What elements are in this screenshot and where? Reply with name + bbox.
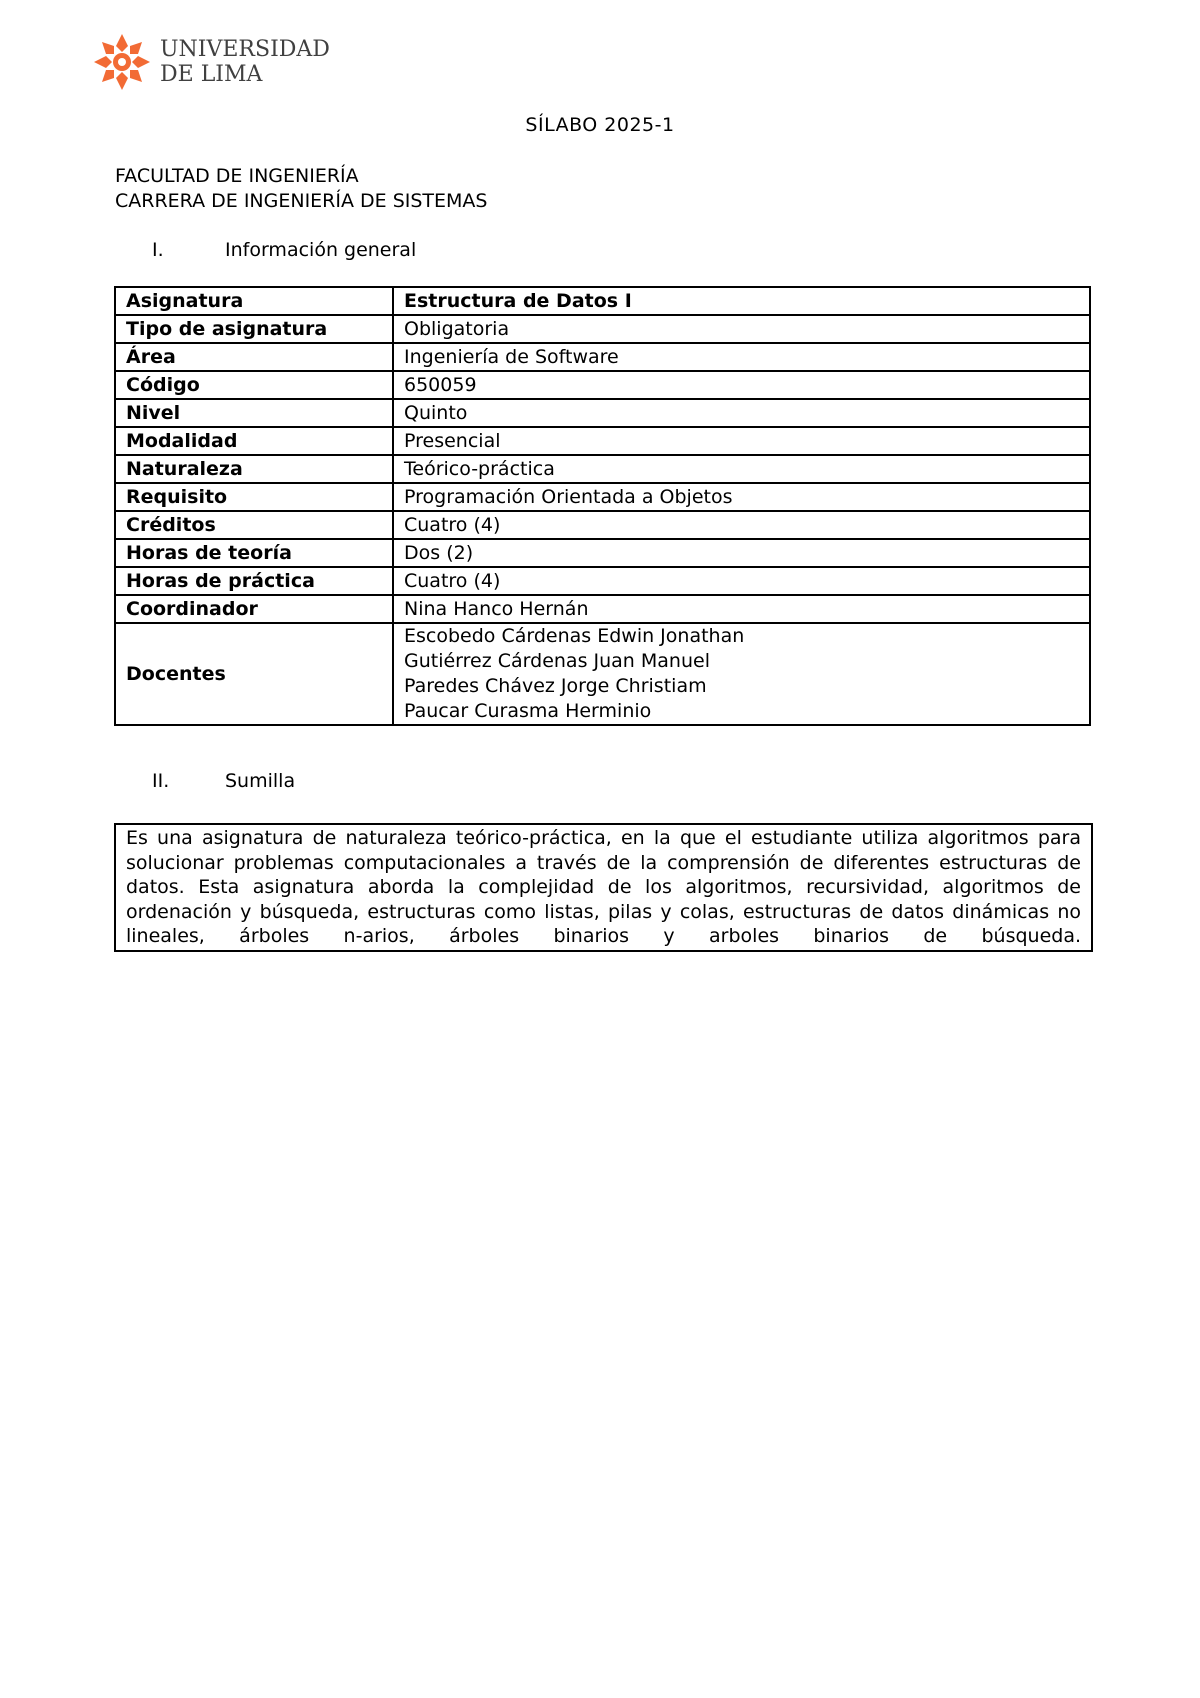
table-row (115, 539, 1090, 567)
table-row (115, 287, 1090, 315)
section-heading-summary (152, 770, 295, 792)
teachers-list (393, 623, 1090, 725)
table-row (115, 399, 1090, 427)
row-value: Programación Orientada a Objetos (393, 483, 1090, 511)
row-label: Naturaleza (115, 455, 393, 483)
row-label: Docentes (115, 623, 393, 725)
university-name-line1: UNIVERSIDAD (160, 37, 330, 62)
table-row (115, 483, 1090, 511)
row-value: Nina Hanco Hernán (393, 595, 1090, 623)
row-value: Cuatro (4) (393, 511, 1090, 539)
row-value: Quinto (393, 399, 1090, 427)
section-title: Sumilla (225, 770, 296, 792)
section-title: Información general (225, 239, 417, 261)
row-label: Código (115, 371, 393, 399)
row-label: Requisito (115, 483, 393, 511)
row-value: Teórico-práctica (393, 455, 1090, 483)
row-value: Cuatro (4) (393, 567, 1090, 595)
row-label: Área (115, 343, 393, 371)
row-label: Modalidad (115, 427, 393, 455)
row-value: Dos (2) (393, 539, 1090, 567)
section-number: II. (152, 770, 170, 792)
teacher-name: Escobedo Cárdenas Edwin Jonathan (404, 625, 745, 647)
row-label: Tipo de asignatura (115, 315, 393, 343)
row-label: Horas de práctica (115, 567, 393, 595)
row-value: Obligatoria (393, 315, 1090, 343)
table-row (115, 511, 1090, 539)
table-row (115, 595, 1090, 623)
row-label: Créditos (115, 511, 393, 539)
section-number: I. (152, 239, 164, 261)
row-label: Nivel (115, 399, 393, 427)
table-row (115, 315, 1090, 343)
university-name (160, 37, 330, 87)
summary-box: Es una asignatura de naturaleza teórico-práctica, en la que el estudiante utiliza algoritmos para solucionar problemas computacionales a través de la comprensión de diferentes estructuras de datos. Esta asignatura aborda la complejidad de los algoritmos, recursividad, algoritmos de ordenación y búsqueda, estructuras como listas, pilas y colas, estructuras de datos dinámicas no lineales, árboles n-arios, árboles binarios y arboles binarios de búsqueda. (114, 823, 1093, 952)
career-name: CARRERA DE INGENIERÍA DE SISTEMAS (115, 190, 488, 212)
teacher-name: Paredes Chávez Jorge Christiam (404, 675, 707, 697)
table-row (115, 371, 1090, 399)
row-label: Coordinador (115, 595, 393, 623)
table-row (115, 427, 1090, 455)
faculty-name: FACULTAD DE INGENIERÍA (115, 165, 359, 187)
general-info-table (114, 286, 1091, 726)
university-logo (92, 32, 330, 92)
row-value: Ingeniería de Software (393, 343, 1090, 371)
row-value: Estructura de Datos I (393, 287, 1090, 315)
table-row (115, 567, 1090, 595)
row-label: Asignatura (115, 287, 393, 315)
table-row (115, 343, 1090, 371)
table-row-teachers (115, 623, 1090, 725)
row-label: Horas de teoría (115, 539, 393, 567)
faculty-block (115, 164, 488, 214)
teacher-name: Paucar Curasma Herminio (404, 700, 652, 722)
row-value: Presencial (393, 427, 1090, 455)
university-name-line2: DE LIMA (160, 62, 263, 87)
section-heading-general-info (152, 239, 416, 261)
teacher-name: Gutiérrez Cárdenas Juan Manuel (404, 650, 710, 672)
row-value: 650059 (393, 371, 1090, 399)
document-title: SÍLABO 2025-1 (525, 114, 675, 136)
table-row (115, 455, 1090, 483)
university-star-icon (92, 32, 152, 92)
